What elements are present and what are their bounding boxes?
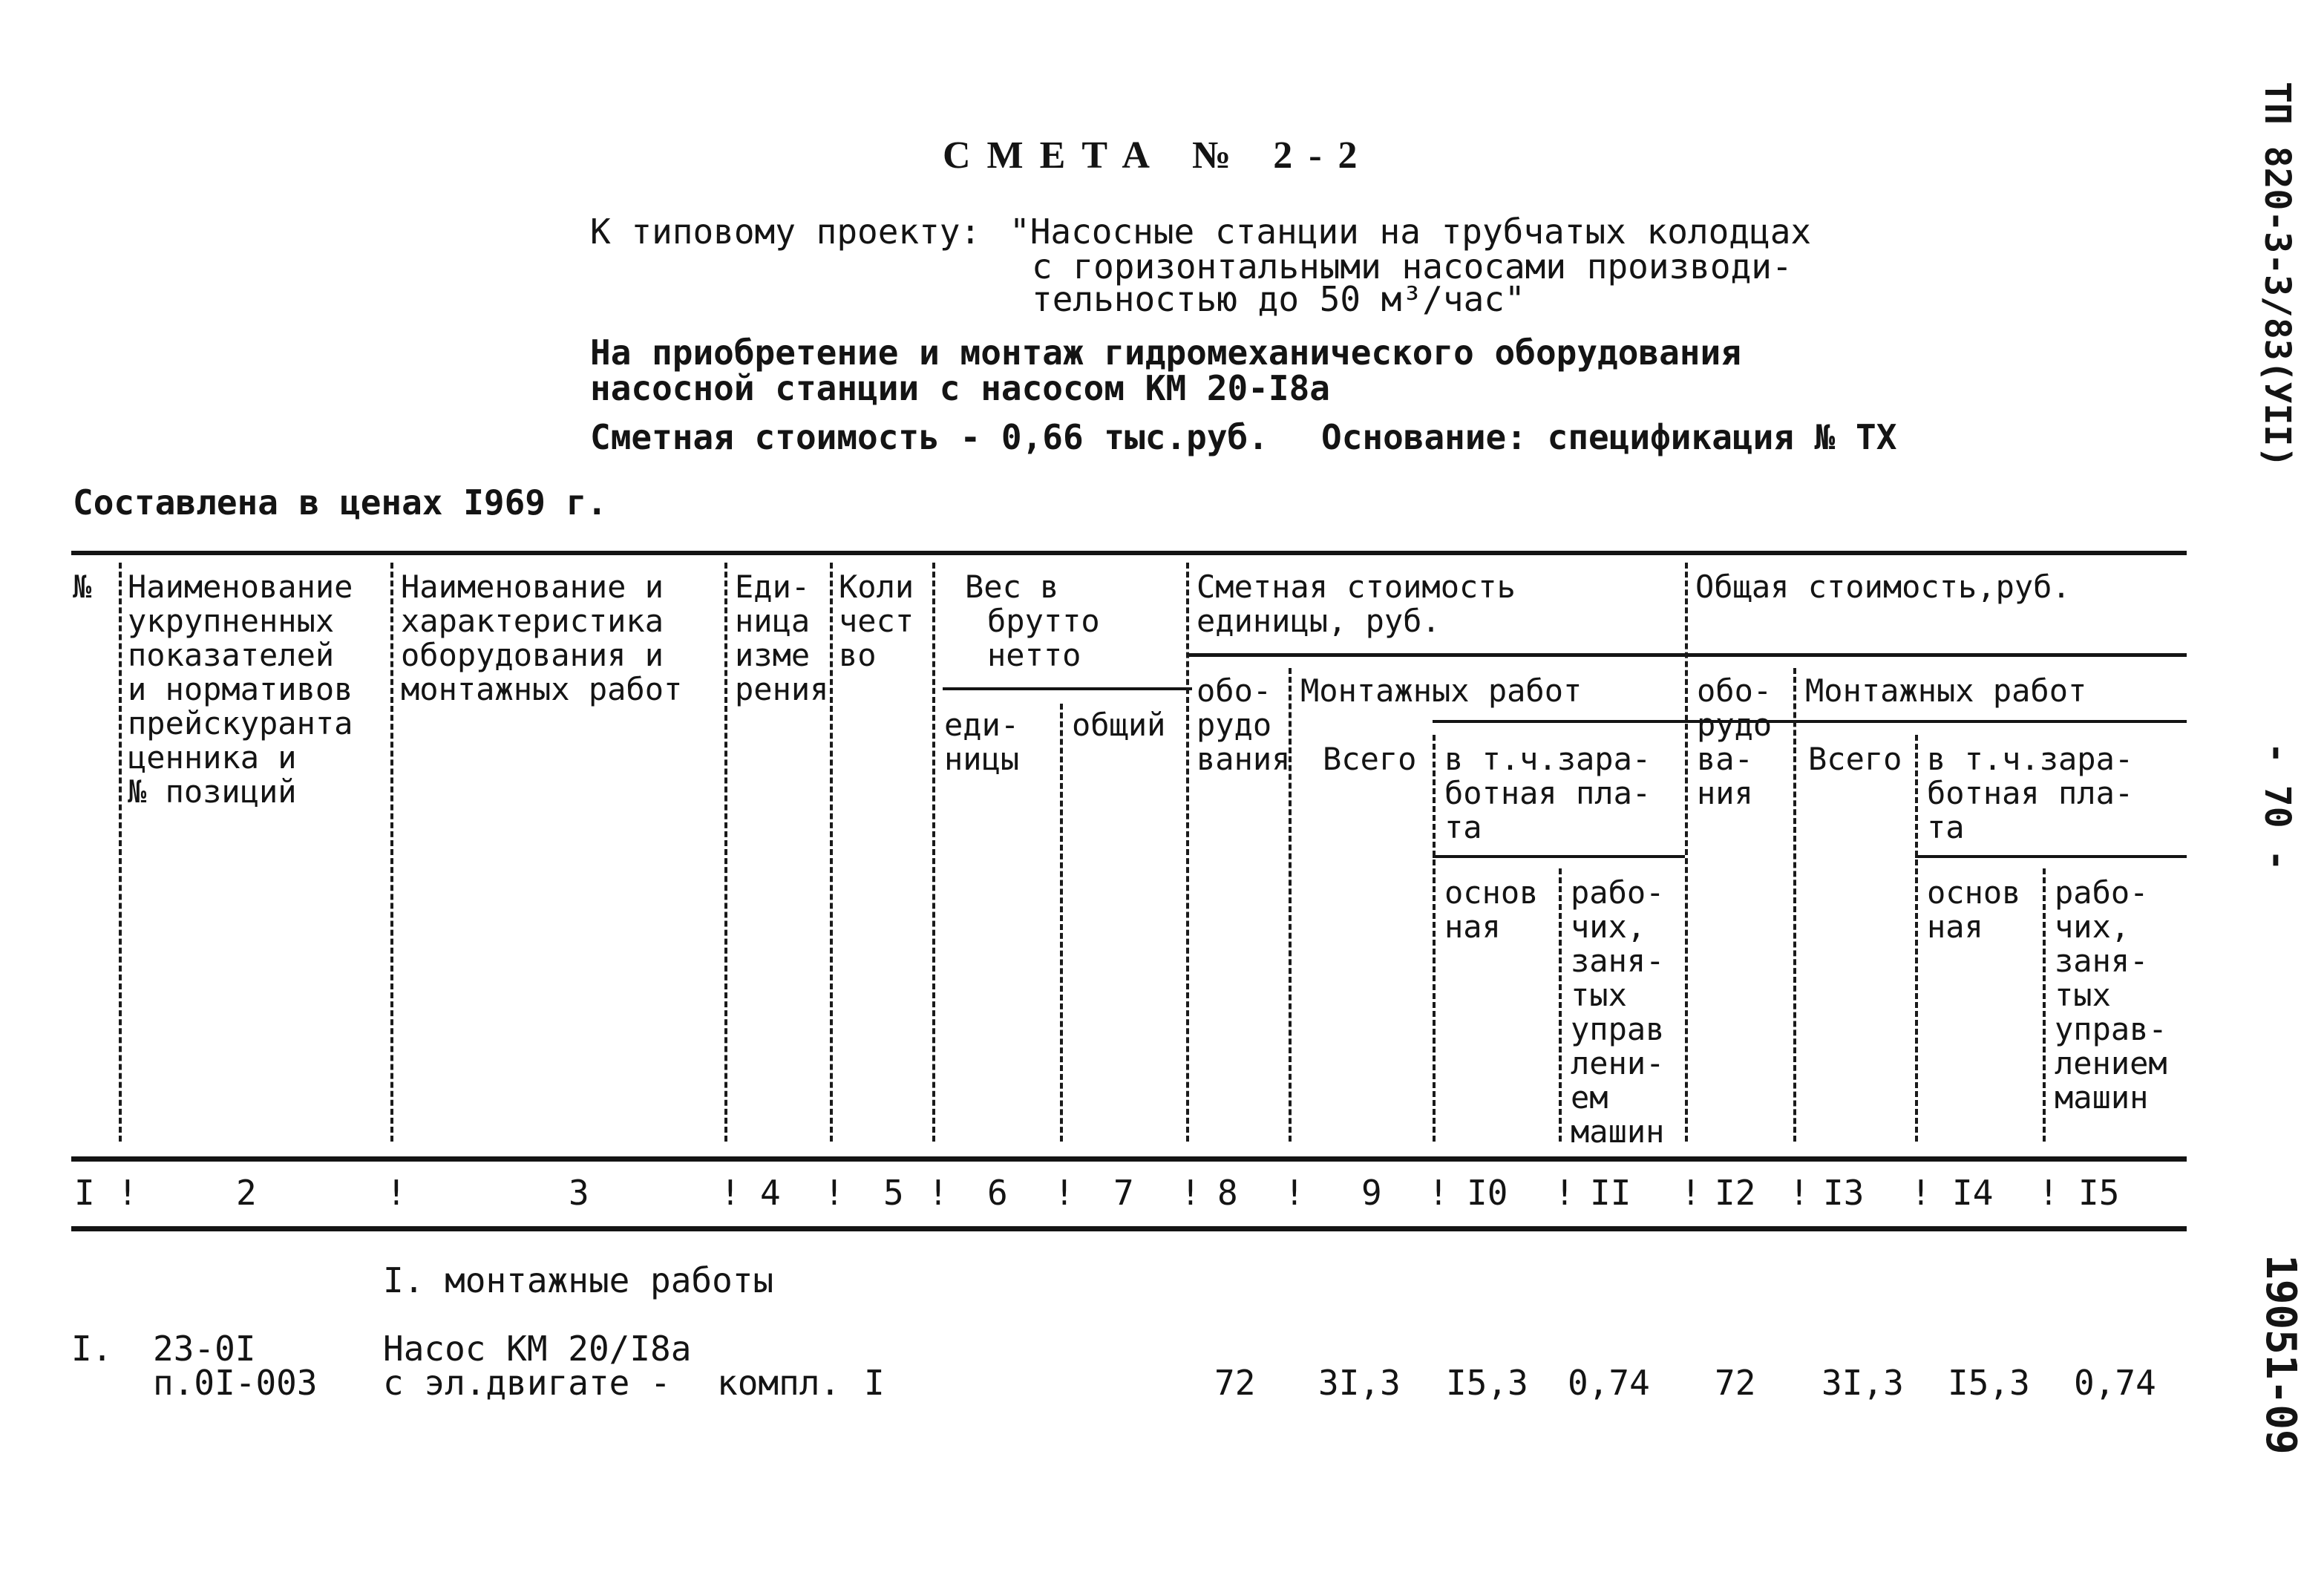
header-col3-line: характеристика (401, 603, 664, 639)
header-col5 (839, 570, 914, 672)
column-number-separator: ! (1428, 1173, 1449, 1213)
header-workers-line: заня- (1571, 943, 1665, 979)
header-mounting-total: Монтажных работ (1805, 672, 2087, 709)
header-workers-line: лени- (1571, 1045, 1665, 1081)
project-prefix: К типовому проекту: (590, 212, 981, 252)
column-number-separator: ! (2038, 1173, 2059, 1213)
header-equipment-total-line: обо- (1697, 672, 1773, 709)
header-unit-cost-line: единицы, руб. (1197, 603, 1441, 639)
basis: Основание: спецификация № ТХ (1321, 417, 1897, 457)
col-divider-7 (1186, 563, 1189, 1142)
header-workers-total-line: чих, (2055, 909, 2130, 945)
document-number-side: 19051-09 (2256, 1254, 2305, 1455)
row-wage-basic: I5,3 (1446, 1363, 1528, 1403)
row-equipment-total: 72 (1715, 1363, 1756, 1403)
header-col5-line: чест (839, 603, 914, 639)
document-title: СМЕТА № 2-2 (943, 134, 1374, 177)
table-top-rule (71, 551, 2187, 555)
header-basic-total-line: ная (1927, 909, 1983, 945)
header-weight-line: Вес в (965, 569, 1059, 605)
header-col2-line: прейскуранта (128, 705, 353, 741)
row-code-line1: 23-0I (153, 1329, 256, 1369)
column-number: I3 (1823, 1173, 1865, 1213)
row-wage-workers: 0,74 (1568, 1363, 1650, 1403)
column-number-separator: ! (928, 1173, 949, 1213)
col-divider-12 (1793, 668, 1796, 1142)
header-wage-total-line: в т.ч.зара- (1927, 741, 2134, 777)
header-wage-line: в т.ч.зара- (1444, 741, 1652, 777)
column-number: I2 (1715, 1173, 1756, 1213)
row-wage-basic-total: I5,3 (1948, 1363, 2030, 1403)
col-divider-11 (1685, 563, 1688, 1142)
page-number: - 70 - (2256, 742, 2298, 871)
column-number: I4 (1952, 1173, 1994, 1213)
column-number: 4 (760, 1173, 781, 1213)
header-weight-unit-line: ницы (944, 741, 1020, 777)
estimated-cost: Сметная стоимость - 0,66 тыс.руб. (590, 417, 1269, 457)
header-wage-total-line: ботная пла- (1927, 775, 2134, 811)
column-number-separator: ! (1911, 1173, 1931, 1213)
header-workers-line: тых (1571, 977, 1627, 1013)
header-basic-total (1927, 876, 2020, 944)
column-number: I0 (1467, 1173, 1508, 1213)
row-wage-workers-total: 0,74 (2074, 1363, 2156, 1403)
header-col2-line: ценника и (128, 739, 297, 776)
header-col3-line: Наименование и (401, 569, 664, 605)
header-col4-line: Еди- (735, 569, 811, 605)
header-equipment-unit (1197, 674, 1290, 776)
header-col4-line: ница (735, 603, 811, 639)
column-number: 6 (987, 1173, 1008, 1213)
col-divider-10 (1559, 868, 1562, 1142)
header-col4-line: рения (735, 671, 829, 707)
mount-header-rule (1433, 720, 2187, 723)
header-unit-cost (1197, 570, 1516, 638)
column-number-separator: ! (1180, 1173, 1201, 1213)
header-weight-total: общий (1072, 707, 1166, 743)
project-name-line2: с горизонтальными насосами производи- (1032, 246, 1793, 287)
header-workers-line: машин (1571, 1113, 1665, 1150)
header-col3-line: монтажных работ (401, 671, 683, 707)
column-number: 2 (236, 1173, 257, 1213)
header-weight (965, 570, 1100, 672)
row-quantity: I (864, 1363, 885, 1403)
wage-rule-total (1915, 855, 2187, 858)
header-equipment-total (1697, 674, 1772, 811)
weight-header-rule (943, 687, 1192, 690)
col-divider-2 (390, 563, 393, 1142)
project-code-side: ТП 820-3-3/83(УII) (2256, 82, 2298, 468)
col-divider-4 (830, 563, 833, 1142)
header-col2-line: и нормативов (128, 671, 353, 707)
column-number: 5 (883, 1173, 904, 1213)
header-weight-unit-line: еди- (944, 707, 1020, 743)
header-equipment-total-line: ния (1697, 775, 1753, 811)
section-title: I. монтажные работы (383, 1260, 774, 1300)
header-workers-total-line: лением (2055, 1045, 2167, 1081)
row-equipment-cost: 72 (1214, 1363, 1256, 1403)
header-weight-unit (944, 708, 1019, 776)
header-workers-unit (1571, 876, 1664, 1149)
col-divider-3 (724, 563, 727, 1142)
header-col5-line: Коли (839, 569, 914, 605)
column-number-separator: ! (386, 1173, 407, 1213)
header-weight-line: нетто (987, 637, 1081, 673)
header-col2-line: укрупненных (128, 603, 335, 639)
header-workers-line: рабо- (1571, 874, 1665, 911)
header-wage-line: ботная пла- (1444, 775, 1652, 811)
header-workers-total-line: машин (2055, 1079, 2149, 1116)
project-name-line3: тельностью до 50 м³/час" (1032, 279, 1525, 319)
col-divider-9 (1433, 735, 1436, 1142)
column-number: I5 (2078, 1173, 2120, 1213)
header-equipment-total-line: ва- (1697, 741, 1753, 777)
column-number-separator: ! (720, 1173, 741, 1213)
header-basic-total-line: основ (1927, 874, 2021, 911)
header-weight-line: брутто (987, 603, 1100, 639)
wage-rule-unit (1433, 855, 1685, 858)
column-number-separator: ! (1054, 1173, 1075, 1213)
column-number-separator: ! (117, 1173, 138, 1213)
header-equipment-line: обо- (1197, 672, 1272, 709)
header-wage-line: та (1444, 809, 1482, 845)
header-workers-total (2055, 876, 2167, 1115)
header-wage-unit (1444, 742, 1651, 845)
column-number: 7 (1113, 1173, 1134, 1213)
header-col2-line: № позиций (128, 773, 297, 810)
header-bottom-rule (71, 1156, 2187, 1162)
header-total-all: Всего (1808, 741, 1902, 777)
purpose-line1: На приобретение и монтаж гидромеханического оборудования (590, 333, 1741, 373)
header-total-unit: Всего (1323, 741, 1417, 777)
col-divider-6 (1060, 704, 1063, 1142)
header-basic-line: ная (1444, 909, 1501, 945)
column-number: II (1590, 1173, 1631, 1213)
column-number: 3 (569, 1173, 589, 1213)
header-basic-line: основ (1444, 874, 1539, 911)
header-total-cost: Общая стоимость,руб. (1695, 569, 2071, 605)
header-col3 (401, 570, 682, 707)
header-col2-line: Наименование (128, 569, 353, 605)
row-name-line2: с эл.двигате - (383, 1363, 671, 1403)
header-workers-total-line: рабо- (2055, 874, 2149, 911)
header-mounting-unit: Монтажных работ (1300, 672, 1582, 709)
column-number-separator: ! (1554, 1173, 1575, 1213)
purpose-line2: насосной станции с насосом КМ 20-I8а (590, 368, 1330, 408)
col-divider-14 (2043, 868, 2046, 1142)
row-name-line1: Насос КМ 20/I8а (383, 1329, 692, 1369)
prices-year: Составлена в ценах I969 г. (73, 482, 608, 523)
header-col2 (128, 570, 353, 809)
header-number: № (73, 569, 92, 605)
header-col4 (735, 570, 828, 707)
header-wage-total (1927, 742, 2133, 845)
column-number-separator: ! (1789, 1173, 1810, 1213)
header-workers-total-line: управ- (2055, 1011, 2167, 1047)
header-wage-total-line: та (1927, 809, 1965, 845)
row-unit: компл. (717, 1363, 841, 1403)
row-code-line2: п.0I-003 (153, 1363, 318, 1403)
column-number-separator: ! (824, 1173, 845, 1213)
column-number: I (74, 1173, 95, 1213)
column-number: 8 (1217, 1173, 1238, 1213)
header-equipment-total-line: рудо (1697, 707, 1773, 743)
col-divider-1 (119, 563, 122, 1142)
header-workers-line: управ (1571, 1011, 1665, 1047)
header-equipment-line: рудо (1197, 707, 1272, 743)
header-workers-line: чих, (1571, 909, 1646, 945)
col-divider-5 (932, 563, 935, 1142)
column-number: 9 (1361, 1173, 1382, 1213)
numbers-bottom-rule (71, 1226, 2187, 1231)
row-mounting-total-all: 3I,3 (1821, 1363, 1904, 1403)
col-divider-13 (1915, 735, 1918, 1142)
header-workers-total-line: тых (2055, 977, 2111, 1013)
row-number: I. (71, 1329, 113, 1369)
header-basic-unit (1444, 876, 1538, 944)
header-col3-line: оборудования и (401, 637, 664, 673)
column-number-separator: ! (1680, 1173, 1701, 1213)
project-name-line1: "Насосные станции на трубчатых колодцах (1009, 212, 1812, 252)
header-unit-cost-line: Сметная стоимость (1197, 569, 1516, 605)
header-col4-line: изме (735, 637, 811, 673)
row-mounting-total: 3I,3 (1318, 1363, 1401, 1403)
header-workers-line: ем (1571, 1079, 1608, 1116)
header-col5-line: во (839, 637, 877, 673)
header-col2-line: показателей (128, 637, 335, 673)
header-workers-total-line: заня- (2055, 943, 2149, 979)
header-equipment-line: вания (1197, 741, 1291, 777)
column-number-separator: ! (1284, 1173, 1305, 1213)
